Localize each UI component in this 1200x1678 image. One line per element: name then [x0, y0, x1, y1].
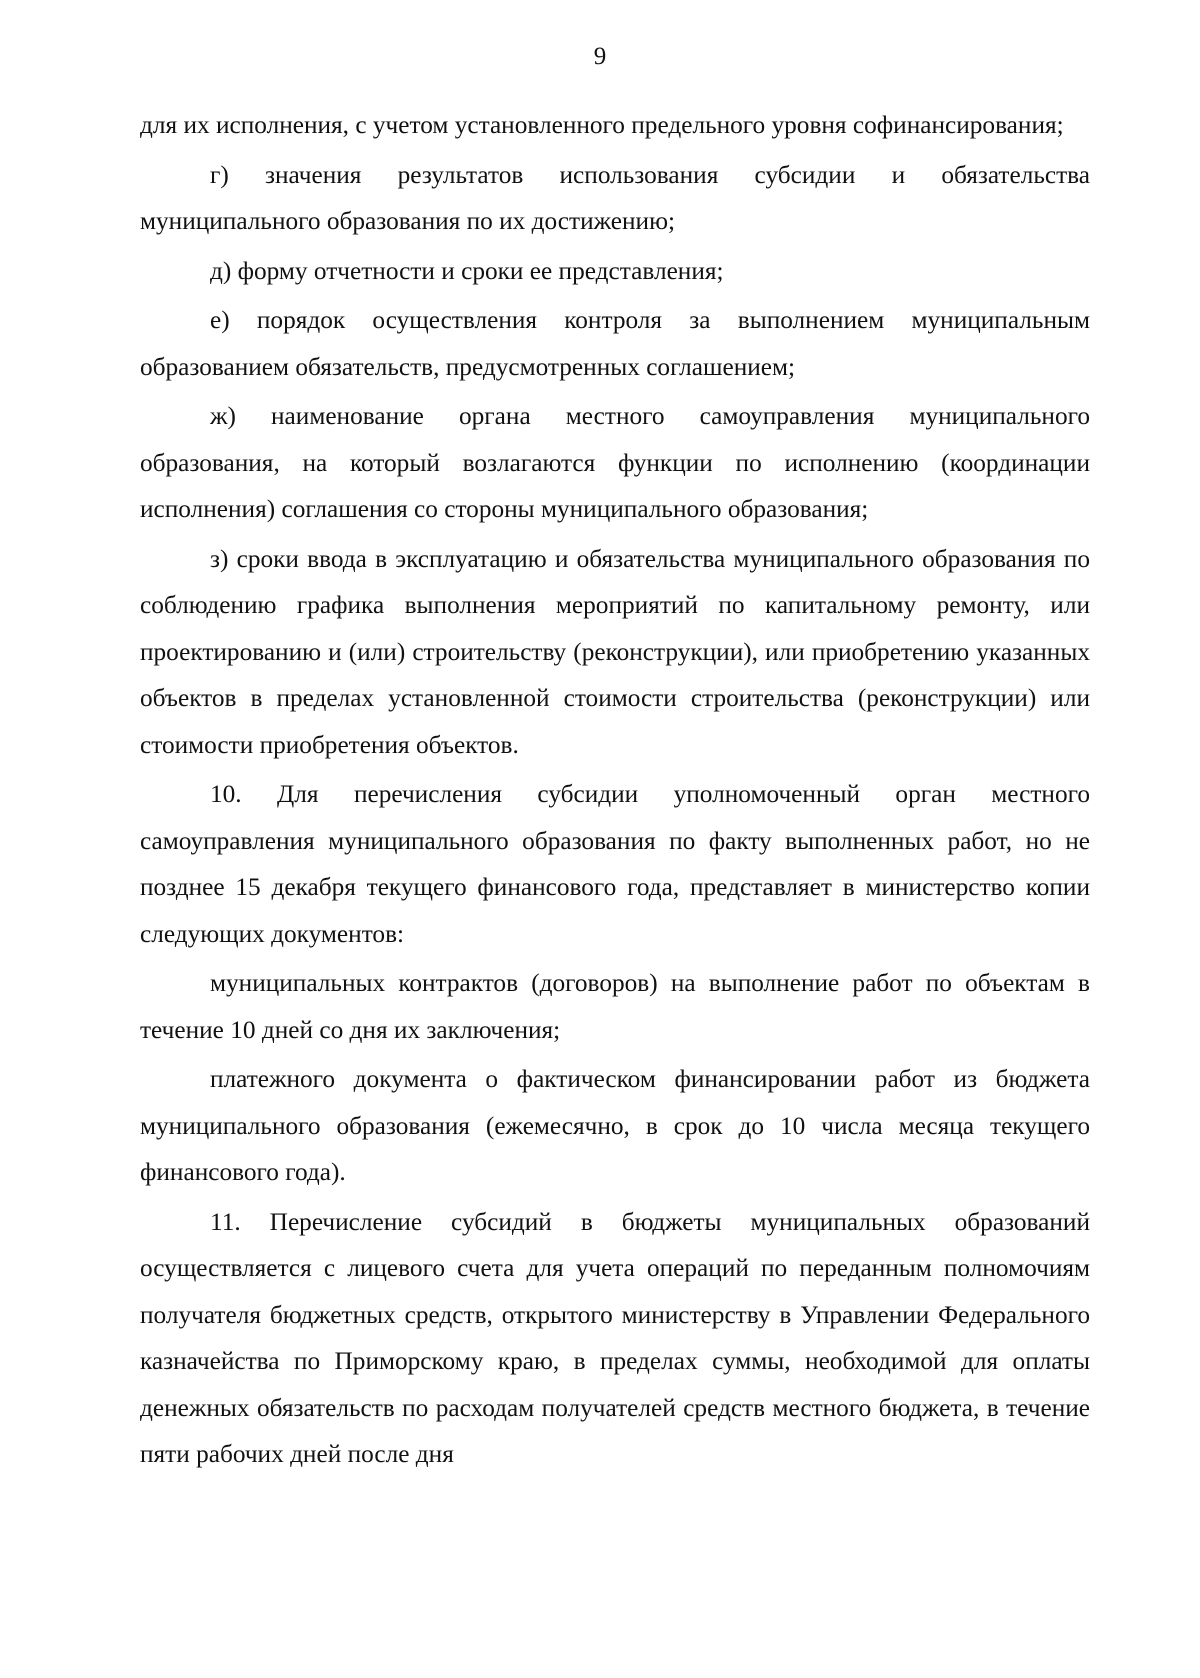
document-body — [140, 102, 1090, 1478]
paragraph-item-e: е) порядок осуществления контроля за выполнением муниципальным образованием обязательств, предусмотренных соглашением; — [140, 306, 1090, 381]
paragraph-section-11: 11. Перечисление субсидий в бюджеты муниципальных образований осуществляется с лицевого счета для учета операций по переданным полномочиям получателя бюджетных средств, открытого министерству в Управлении Федерального казначейства по Приморскому краю, в пределах суммы, необходимой для оплаты денежных обязательств по расходам получателей средств местного бюджета, в течение пяти рабочих дней после дня — [140, 1207, 1090, 1468]
paragraph-continuation: для их исполнения, с учетом установленного предельного уровня софинансирования; — [140, 111, 1064, 139]
paragraph-item-g: г) значения результатов использования субсидии и обязательства муниципального образования по их достижению; — [140, 160, 1090, 235]
paragraph-section-10: 10. Для перечисления субсидии уполномоченный орган местного самоуправления муниципального образования по факту выполненных работ, но не позднее 15 декабря текущего финансового года, представляет в министерство копии следующих документов: — [140, 780, 1090, 948]
paragraph-item-d: д) форму отчетности и сроки ее представления; — [210, 256, 724, 285]
paragraph-item-z: з) сроки ввода в эксплуатацию и обязательства муниципального образования по соблюдению графика выполнения мероприятий по капитальному ремонту, или проектированию и (или) строительству (реконструкции), или приобретению указанных объектов в пределах установленной стоимости строительства (реконструкции) или стоимости приобретения объектов. — [140, 544, 1090, 759]
page-number: 9 — [593, 43, 607, 70]
paragraph-contracts: муниципальных контрактов (договоров) на выполнение работ по объектам в течение 10 дней со дня их заключения; — [140, 969, 1090, 1044]
paragraph-item-zh: ж) наименование органа местного самоуправления муниципального образования, на который возлагаются функции по исполнению (координации исполнения) соглашения со стороны муниципального образования; — [140, 402, 1090, 523]
paragraph-payment-document: платежного документа о фактическом финансировании работ из бюджета муниципального образования (ежемесячно, в срок до 10 числа месяца текущего финансового года). — [140, 1065, 1090, 1186]
